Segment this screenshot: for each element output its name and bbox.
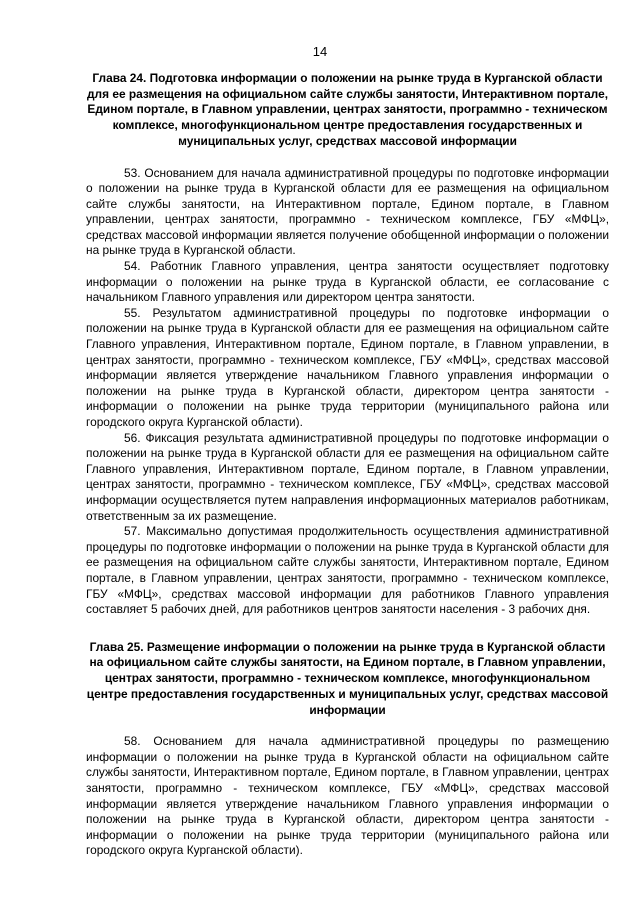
- paragraph-57: 57. Максимально допустимая продолжительность осуществления административной процедуры по подготовке информации о положении на рынке труда в Курганской области для ее размещения на официальном сайте службы занятости, Интерактивном портале, Едином портале, в Главном управлении, центрах занятости, программно - техническом комплексе, ГБУ «МФЦ», средствах массовой информации для работников Главного управления составляет 5 рабочих дней, для работников центров занятости населения - 3 рабочих дня.: [86, 524, 609, 617]
- chapter-25-heading: Глава 25. Размещение информации о положении на рынке труда в Курганской области на официальном сайте службы занятости, на Едином портале, в Главном управлении, центрах занятости, программно - техническом комплексе, многофункциональном центре предоставления государственных и муниципальных услуг, средствах массовой информации: [86, 639, 609, 717]
- paragraph-54: 54. Работник Главного управления, центра занятости осуществляет подготовку информации о положении на рынке труда в Курганской области, ее согласование с начальником Главного управления или директором центра занятости.: [86, 259, 609, 305]
- paragraph-53: 53. Основанием для начала административной процедуры по подготовке информации о положении на рынке труда в Курганской области для ее размещения на официальном сайте службы занятости, на Интерактивном портале, Едином портале, в Главном управлении, центрах занятости, программно - техническом комплексе, ГБУ «МФЦ», средствах массовой информации является получение обобщенной информации о положении на рынке труда в Курганской области.: [86, 165, 609, 258]
- paragraph-55: 55. Результатом административной процедуры по подготовке информации о положении на рынке труда в Курганской области для ее размещения на официальном сайте Главного управления, Интерактивном портале, Едином портале, в Главном управлении, в центрах занятости, программно - техническом комплексе, ГБУ «МФЦ», средствах массовой информации является утверждение начальником Главного управления информации о положении на рынке труда в Курганской области, директором центра занятости - информации о положении на рынке труда территории (муниципального района или городского округа Курганской области).: [86, 305, 609, 430]
- spacer: [86, 718, 609, 734]
- chapter-24-heading: Глава 24. Подготовка информации о положении на рынке труда в Курганской области для ее размещения на официальном сайте службы занятости, Интерактивном портале, Едином портале, в Главном управлении, центрах занятости, программно - техническом комплексе, многофункциональном центре предоставления государственных и муниципальных услуг, средствах массовой информации: [86, 71, 609, 148]
- page-content: [86, 71, 609, 859]
- chapter-24: [86, 71, 609, 618]
- page-number: 14: [312, 44, 328, 59]
- spacer: [86, 150, 609, 166]
- paragraph-56: 56. Фиксация результата административной процедуры по подготовке информации о положении на рынке труда в Курганской области для ее размещения на официальном сайте Главного управления, Интерактивном портале, Едином портале, в Главном управлении, центрах занятости, программно - техническом комплексе, ГБУ «МФЦ», средствах массовой информации осуществляется путем направления информационных материалов работникам, ответственным за их размещение.: [86, 430, 609, 523]
- chapter-25: [86, 640, 609, 859]
- spacer: [86, 618, 609, 640]
- paragraph-58: 58. Основанием для начала административной процедуры по размещению информации о положении на рынке труда в Курганской области на официальном сайте службы занятости, Интерактивном портале, Едином портале, в Главном управлении, центрах занятости, программно - техническом комплексе, ГБУ «МФЦ», средствах массовой информации является утверждение начальником Главного управления информации о положении на рынке труда в Курганской области, директором центра занятости - информации о положении на рынке труда территории (муниципального района или городского округа Курганской области).: [86, 734, 609, 858]
